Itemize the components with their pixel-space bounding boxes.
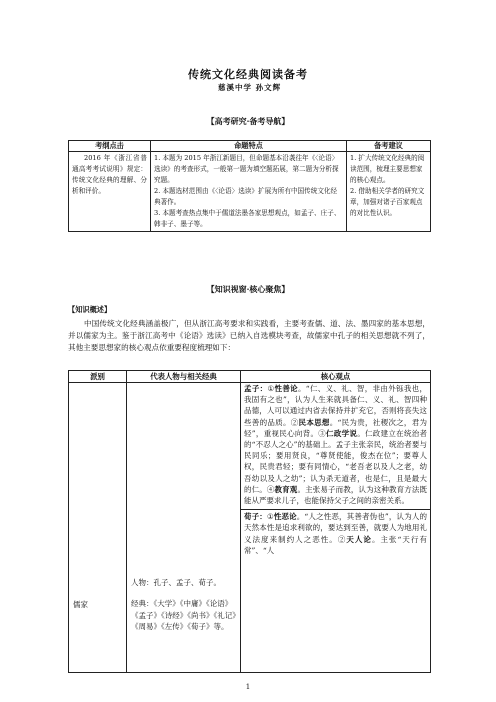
exam-header-advice: 备考建议	[347, 141, 431, 152]
advice-item: 1. 扩大传统文化经典的阅读范围，梳理主要思想家的核心观点。	[350, 154, 425, 184]
core-views-cell	[241, 383, 431, 673]
subsection-heading-overview: 【知识概述】	[68, 305, 112, 314]
feature-item: 2. 本题选材范围由《〈论语〉选读》扩展为所有中国传统文化经典著作。	[154, 187, 338, 206]
representative-people: 人物：孔子、孟子、荀子。	[131, 578, 221, 588]
mencius-key-1: 性善论	[274, 384, 298, 393]
exam-table-row	[69, 152, 431, 232]
xunzi-views	[244, 511, 427, 556]
exam-features-cell	[151, 152, 347, 232]
exam-table-header-row	[69, 141, 431, 152]
mencius-key-3: 仁政学说	[326, 428, 358, 438]
xunzi-point-num: ①	[266, 512, 274, 522]
feature-item: 3. 本题考查热点集中于儒道法墨各家思想观点，如孟子、庄子、韩非子、墨子等。	[154, 209, 341, 228]
schools-header-core: 核心观点	[241, 371, 431, 383]
school-name-cell: 儒家	[69, 383, 127, 673]
mencius-text-4: 。主张易子而教，认为这种教育方法既能从严要求儿子，也能保持父子之间的亲密关系。	[244, 484, 428, 506]
exam-header-outline: 考纲点击	[69, 141, 151, 152]
core-divider	[241, 509, 430, 510]
exam-outline-cell: 2016 年《浙江省普通高考考试说明》规定：传统文化经典的理解、分析和评价。	[69, 152, 151, 232]
exam-advice-cell	[347, 152, 431, 232]
mencius-text-3: 。仁政建立在统治者的“不忍人之心”的基础上。孟子主张亲民，统治者要与民同乐；要用贤良，“尊贤使能，俊杰在位”；要尊人权，民贵君轻；要有同情心，“老吾老以及人之老，幼吾幼以及人之幼”；认为杀无道者，也是仁，且是最大的仁。④	[244, 428, 428, 494]
schools-header-school: 派别	[69, 371, 127, 383]
document-title: 传统文化经典阅读备考	[188, 68, 308, 81]
xunzi-key-2: 天人论	[346, 534, 372, 544]
advice-item: 2. 借助相关学者的研究文章，加强对诸子百家观点的对比性认识。	[350, 187, 425, 217]
schools-table-row	[69, 383, 431, 673]
xunzi-text-2: 。主张“天行有常”、“人	[244, 534, 427, 555]
section-heading-knowledge: 【知识视窗·核心聚焦】	[206, 284, 290, 294]
mencius-views	[244, 383, 427, 506]
mencius-key-2: 民本思想	[298, 417, 330, 427]
xunzi-text-1: 。“人之性恶，其善者伪也”，认为人的天然本性是追求利欲的，要达到至善，就要人为地用礼义法度来制约人之恶性。②	[244, 512, 427, 544]
mencius-name: 孟子：	[244, 384, 268, 393]
mencius-key-4: 教育观	[274, 484, 298, 494]
exam-header-features: 命题特点	[151, 141, 347, 152]
schools-table	[68, 370, 431, 673]
feature-item: 1. 本题为 2015 年浙江新题目，但命题基本沿袭往年《〈论语〉选读》的考查形式，一般第一题为填空题拓展，第二题为分析探究题。	[154, 154, 339, 184]
representative-classics: 经典：《大学》《中庸》《论语》《孟子》《诗经》《尚书》《礼记》《周易》《左传》《荀子》等。	[131, 599, 236, 631]
section-heading-exam: 【高考研究·备考导航】	[206, 116, 290, 126]
xunzi-name: 荀子：	[244, 512, 267, 522]
intro-paragraph: 中国传统文化经典涵盖极广，但从浙江高考要求和实践看，主要考查儒、道、法、墨四家的基本思想，并以儒家为主。鉴于浙江高考中《论语》选读》已纳入自选模块考查，故儒家中孔子的相关思想就不列了，其他主要思想家的核心观点依重要程度梳理如下：	[68, 319, 430, 352]
schools-header-people: 代表人物与相关经典	[127, 371, 241, 383]
mencius-point-num: ①	[267, 384, 275, 393]
exam-guide-table	[68, 140, 431, 232]
mencius-text-1: 。“仁、义、礼、智，非由外铄我也，我固有之也”，认为人生来就具备仁、义、礼、智四种品德，人可以通过内省去保持并扩充它，否则将丧失这些善的品质。②	[244, 384, 427, 427]
xunzi-key-1: 性恶论	[273, 512, 297, 522]
document-author: 慈溪中学 孙文辉	[218, 83, 282, 92]
page-number: 1	[245, 683, 251, 691]
schools-table-header-row	[69, 371, 431, 383]
mencius-text-2: 。“民为贵，社稷次之，君为轻”，重视民心向背。③	[244, 417, 428, 438]
people-classics-cell	[127, 383, 241, 673]
